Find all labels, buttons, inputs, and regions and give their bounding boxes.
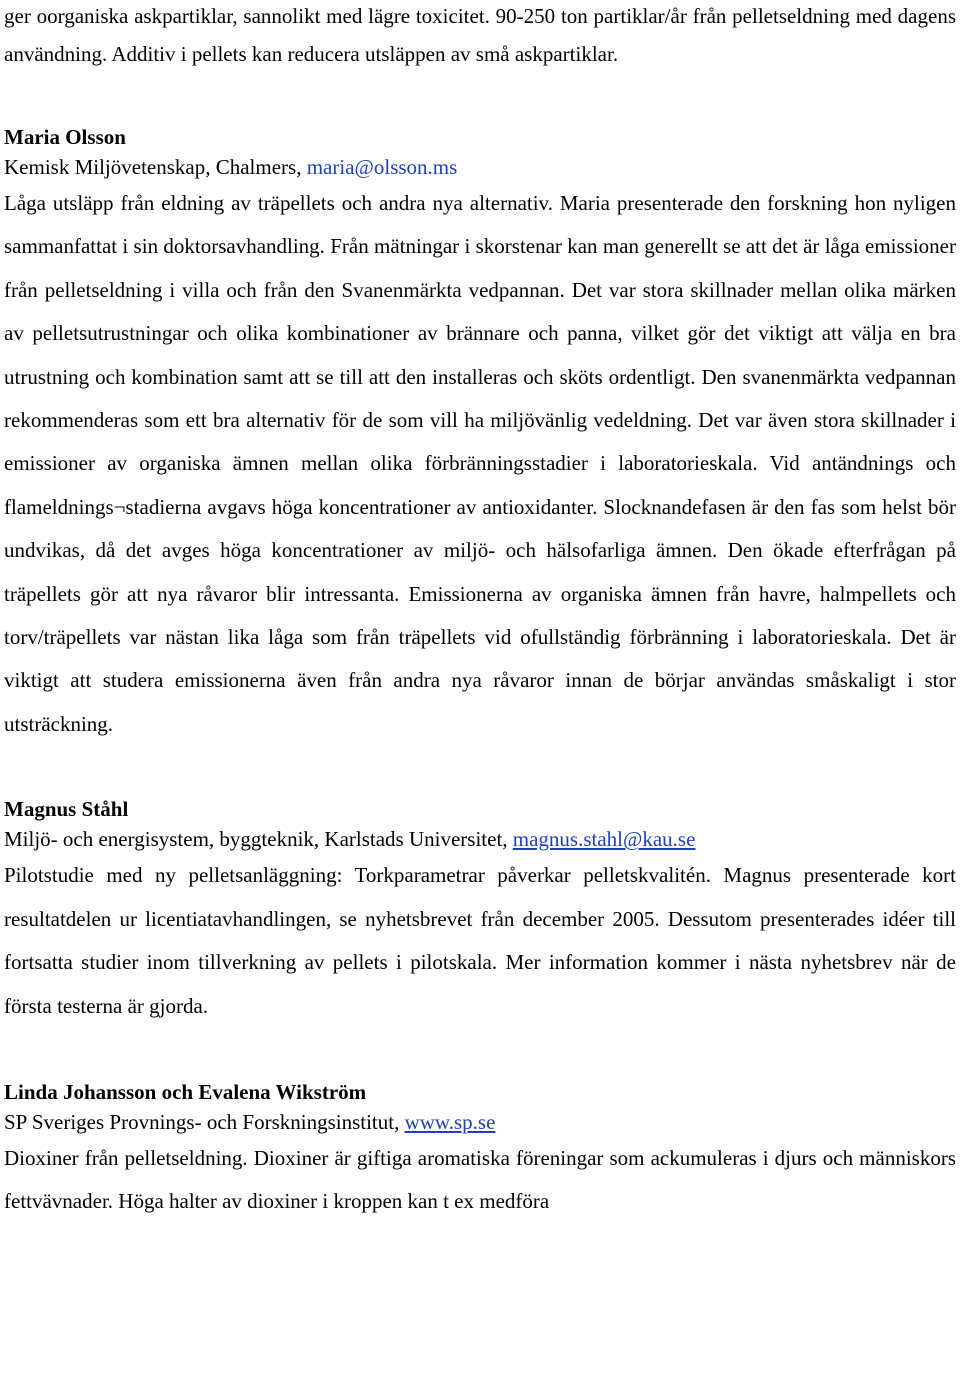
intro-paragraph: ger oorganiska askpartiklar, sannolikt med lägre toxicitet. 90-250 ton partiklar/år från pelletseldning med dagens användning. Additiv i pellets kan reducera utsläppen av små askpartiklar. bbox=[4, 4, 956, 66]
speaker-affiliation bbox=[4, 824, 956, 854]
website-link[interactable]: www.sp.se bbox=[404, 1109, 496, 1134]
section-magnus-stahl bbox=[4, 794, 956, 1028]
talk-title: Låga utsläpp från eldning av träpellets och andra nya alternativ. bbox=[4, 191, 560, 215]
section-linda-johansson bbox=[4, 1077, 956, 1224]
talk-description: Maria presenterade den forskning hon nyligen sammanfattat i sin doktorsavhandling. Från mätningar i skorstenar kan man generellt se att det är låga emissioner från pelletseldning i villa och från den Svanenmärkta vedpannan. Det var stora skillnader mellan olika märken av pelletsutrustningar och olika kombinationer av brännare och panna, vilket gör det viktigt att välja en bra utrustning och kombination samt att se till att den installeras och sköts ordentligt. Den svanenmärkta vedpannan rekommenderas som ett bra alternativ för de som vill ha miljövänlig vedeldning. Det var även stora skillnader i emissioner av organiska ämnen mellan olika förbränningsstadier i laboratorieskala. Vid antändnings och flameldnings¬stadierna avgavs höga koncentrationer av antioxidanter. Slocknandefasen är den fas som helst bör undvikas, då det avges höga koncentrationer av miljö- och hälsofarliga ämnen. Den ökade efterfrågan på träpellets gör att nya råvaror blir intressanta. Emissionerna av organiska ämnen från havre, halmpellets och torv/träpellets var nästan lika låga som från träpellets vid ofullständig förbränning i laboratorieskala. Det är viktigt att studera emissionerna även från andra nya råvaror innan de börjar användas småskaligt i stor utsträckning. bbox=[4, 191, 956, 736]
section-body: Dioxiner från pelletseldning. Dioxiner är giftiga aromatiska föreningar som ackumuleras i djurs och människors fettvävnader. Höga halter av dioxiner i kroppen kan t ex medföra bbox=[4, 1145, 956, 1214]
speaker-name: Maria Olsson bbox=[4, 125, 126, 149]
speaker-email-link[interactable]: maria@olsson.ms bbox=[306, 155, 458, 179]
speaker-affiliation bbox=[4, 1107, 956, 1137]
section-body: Pilotstudie med ny pelletsanläggning: Torkparametrar påverkar pelletskvalitén. Magnus presenterade kort resultatdelen ur licentiatavhandlingen, se nyhetsbrevet från december 2005. Dessutom presenterades idéer till fortsatta studier inom tillverkning av pellets i pilotskala. Mer information kommer i nästa nyhetsbrev när de första testerna är gjorda. bbox=[4, 863, 956, 1019]
affiliation-text: Miljö- och energisystem, byggteknik, Karlstads Universitet, bbox=[4, 827, 513, 852]
section-body bbox=[4, 182, 956, 746]
speaker-email-link[interactable]: magnus.stahl@kau.se bbox=[512, 827, 696, 852]
affiliation-text: SP Sveriges Provnings- och Forskningsinstitut, bbox=[4, 1109, 405, 1134]
speaker-affiliation bbox=[4, 152, 956, 182]
speaker-name: Linda Johansson och Evalena Wikström bbox=[4, 1079, 367, 1104]
section-maria-olsson bbox=[4, 122, 956, 746]
affiliation-text: Kemisk Miljövetenskap, Chalmers, bbox=[4, 155, 307, 179]
speaker-name: Magnus Ståhl bbox=[4, 797, 129, 822]
